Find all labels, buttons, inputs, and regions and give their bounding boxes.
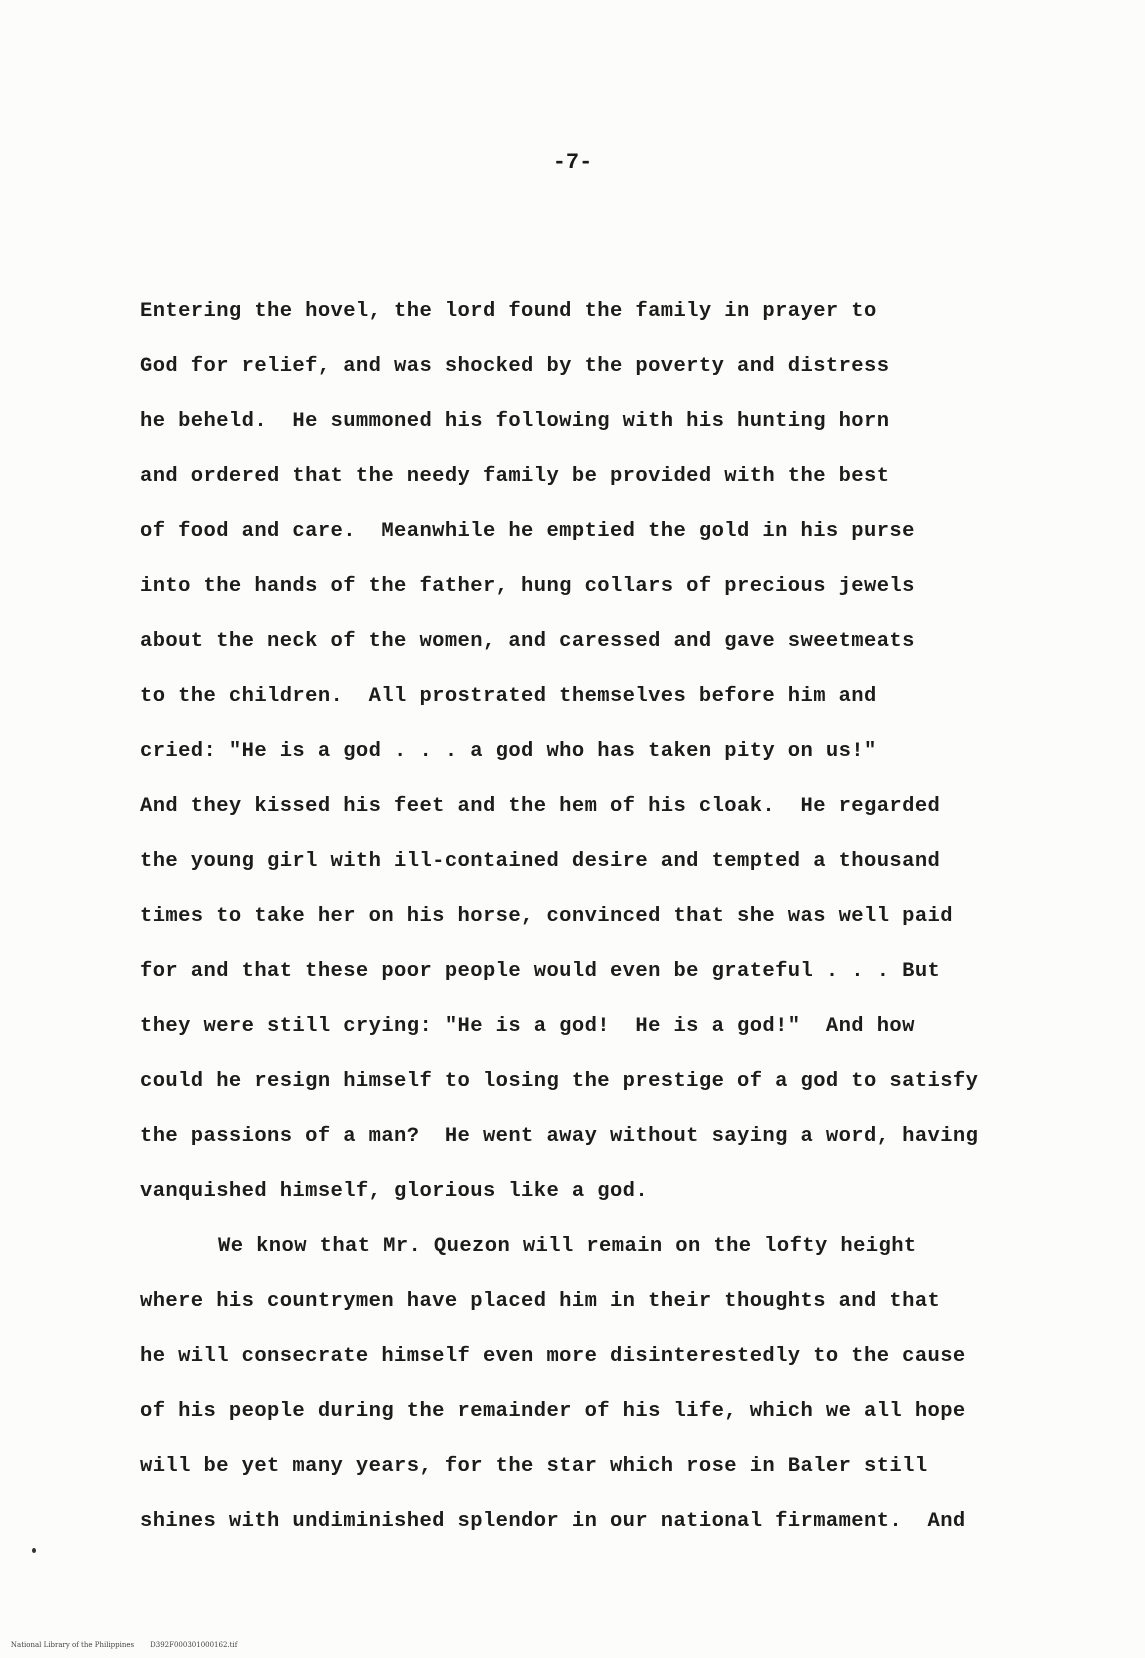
text-line: the young girl with ill-contained desire and tempted a thousand <box>140 850 941 873</box>
file-id: D392F000301000162.tif <box>150 1641 238 1649</box>
text-line: vanquished himself, glorious like a god. <box>140 1180 649 1203</box>
text-line: the passions of a man? He went away without saying a word, having <box>140 1125 979 1148</box>
text-line: for and that these poor people would even be grateful . . . But <box>140 960 941 983</box>
library-credit: National Library of the Philippines <box>10 1641 135 1649</box>
text-line: they were still crying: "He is a god! He is a god!" And how <box>140 1015 915 1038</box>
text-line: to the children. All prostrated themselves before him and <box>140 685 877 708</box>
page-number: -7- <box>552 150 593 175</box>
text-line: could he resign himself to losing the prestige of a god to satisfy <box>140 1070 979 1093</box>
text-line: and ordered that the needy family be provided with the best <box>140 465 890 488</box>
text-line: cried: "He is a god . . . a god who has taken pity on us!" <box>140 740 877 763</box>
text-line: of his people during the remainder of his life, which we all hope <box>140 1400 966 1423</box>
text-line: he beheld. He summoned his following with his hunting horn <box>140 410 890 433</box>
text-line: of food and care. Meanwhile he emptied the gold in his purse <box>140 520 915 543</box>
text-line: into the hands of the father, hung collars of precious jewels <box>140 575 915 598</box>
text-line: Entering the hovel, the lord found the family in prayer to <box>140 300 877 323</box>
text-line: God for relief, and was shocked by the poverty and distress <box>140 355 890 378</box>
text-line: shines with undiminished splendor in our national firmament. And <box>140 1510 966 1533</box>
text-line: about the neck of the women, and caressed and gave sweetmeats <box>140 630 915 653</box>
text-line: times to take her on his horse, convinced that she was well paid <box>140 905 953 928</box>
text-line: will be yet many years, for the star which rose in Baler still <box>140 1455 928 1478</box>
text-line: where his countrymen have placed him in their thoughts and that <box>140 1290 941 1313</box>
text-line: he will consecrate himself even more disinterestedly to the cause <box>140 1345 966 1368</box>
scan-speck <box>32 1548 36 1553</box>
body-text <box>140 284 1100 1549</box>
paragraph-start-line: We know that Mr. Quezon will remain on the lofty height <box>218 1235 917 1258</box>
scan-footer <box>2 1633 237 1657</box>
text-line: And they kissed his feet and the hem of his cloak. He regarded <box>140 795 941 818</box>
